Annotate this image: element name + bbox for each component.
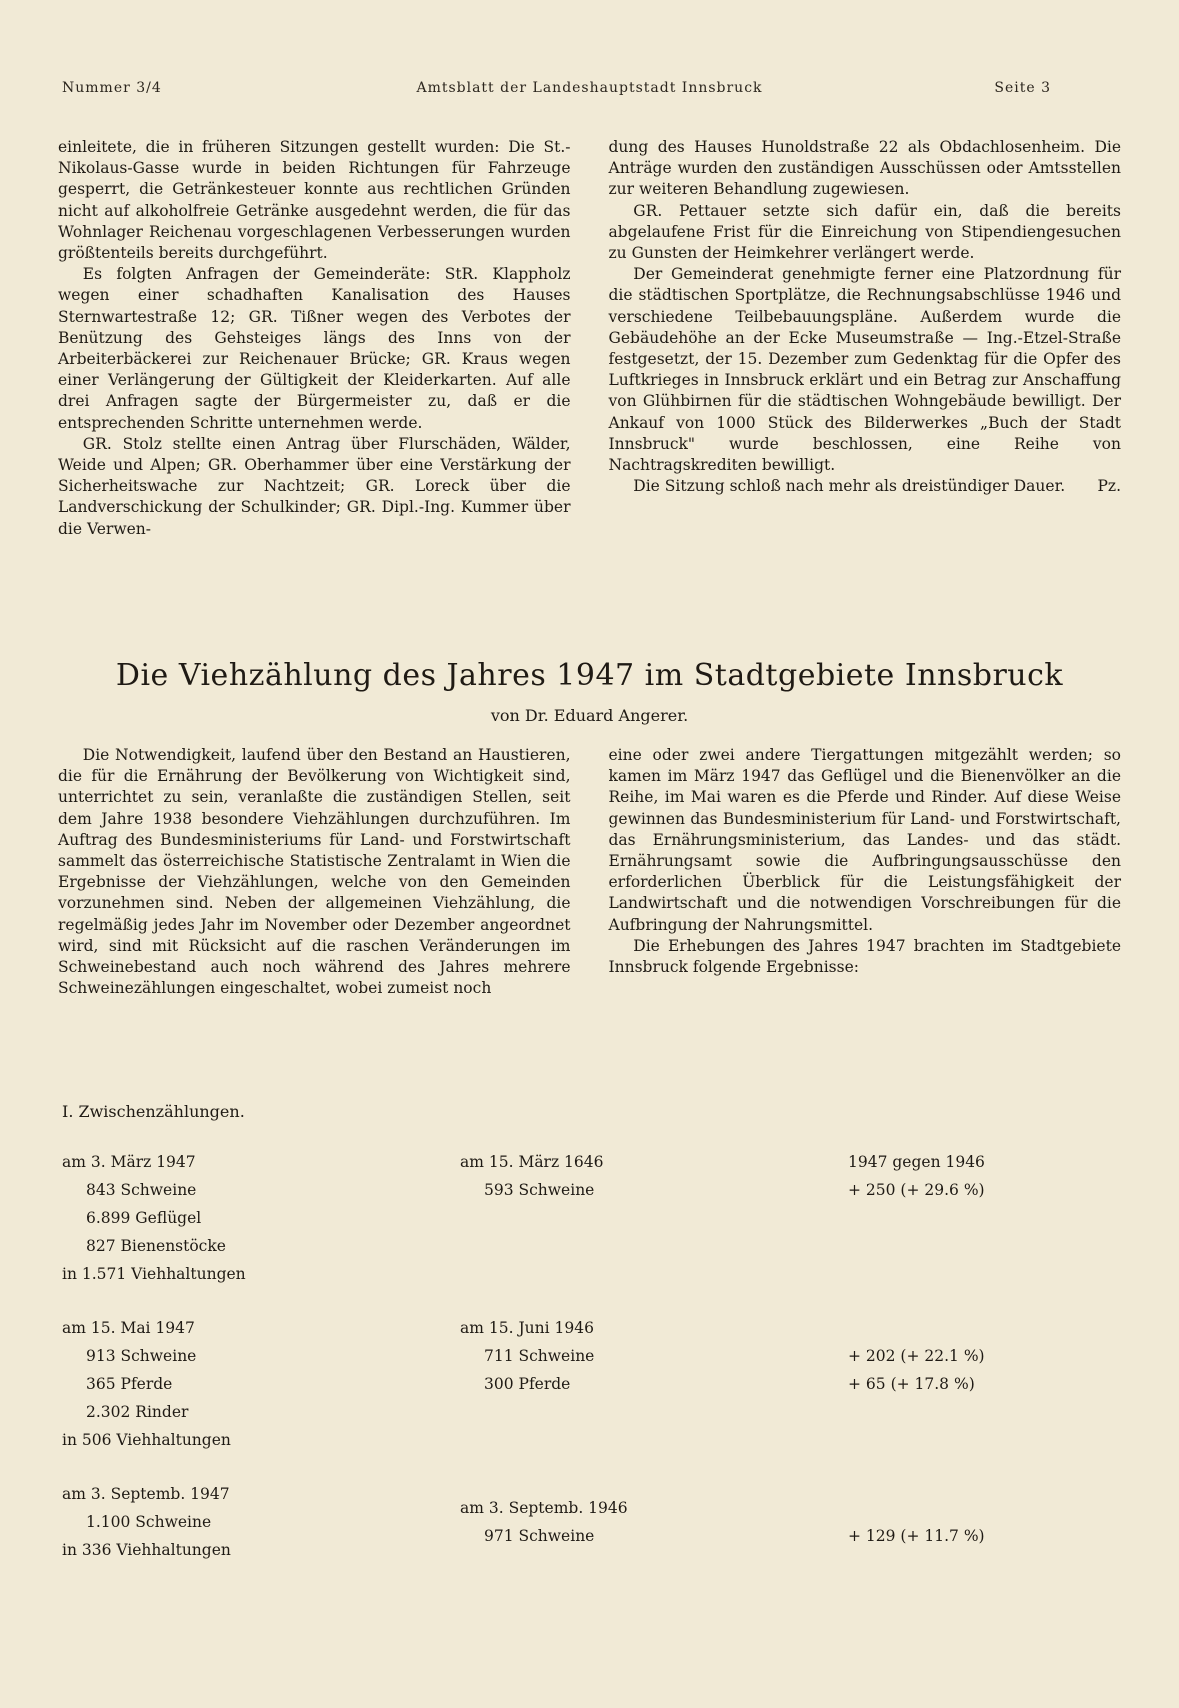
date-label: am 3. Septemb. 1947 [62,1485,230,1503]
date-label: am 3. Septemb. 1946 [460,1499,628,1517]
report-left-column [58,137,571,617]
count-line: 593 Schweine [484,1181,595,1199]
count-line: 971 Schweine [484,1527,595,1545]
paragraph [609,476,1122,497]
article-left-column [58,745,571,998]
article-byline: von Dr. Eduard Angerer. [490,706,689,725]
change-value: + 129 (+ 11.7 %) [848,1527,985,1545]
count-line: 913 Schweine [86,1347,197,1365]
count-line: 365 Pferde [86,1375,173,1393]
change-block-1 [848,1148,985,1204]
paragraph: eine oder zwei andere Tiergattungen mitgezählt werden; so kamen im März 1947 das Geflügel und die Bienenvölker an die Reihe, im Mai waren es die Pferde und Rinder. Auf diese Weise gewinnen das Bundesministerium für Land- und Forstwirtschaft, das Ernährungsministerium, das Landes- und das städt. Ernährungsamt sowie die Aufbringungsausschüsse den erforderlichen Überblick für die Leistungsfähigkeit der Landwirtschaft und die notwendigen Vorschreibungen für die Aufbringung der Nahrungsmittel. [608,746,1121,934]
closing-sentence: Die Sitzung schloß nach mehr als dreistündiger Dauer. [633,477,1066,496]
change-block-2 [848,1342,985,1398]
article-right-column [608,745,1122,977]
article-title: Die Viehzählung des Jahres 1947 im Stadtgebiete Innsbruck [115,658,1064,693]
section-heading: I. Zwischenzählungen. [62,1102,245,1121]
count-line: 300 Pferde [484,1375,571,1393]
count-line: 1.100 Schweine [86,1513,212,1531]
paragraph: Der Gemeinderat genehmigte ferner eine Platzordnung für die städtischen Sportplätze, die Rechnungsabschlüsse 1946 und verschiedene Teilbebauungspläne. Außerdem wurde die Gebäudehöhe an der Ecke Museumstraße — Ing.-Etzel-Straße festgesetzt, der 15. Dezember zum Gedenktag für die Opfer des Luftkrieges in Innsbruck erklärt und ein Betrag zur Anschaffung von Glühbirnen für die städtischen Wohngebäude bewilligt. Der Ankauf von 1000 Stück des Bilderwerkes „Buch der Stadt Innsbruck" wurde beschlossen, eine Reihe von Nachtragskrediten bewilligt. [608,265,1121,475]
page-number-label: Nummer 3/4 [62,80,162,96]
holdings-line: in 1.571 Viehhaltungen [62,1265,246,1283]
paragraph: einleitete, die in früheren Sitzungen gestellt wurden: Die St.-Nikolaus-Gasse wurde in beiden Richtungen für Fahrzeuge gesperrt, die Getränkesteuer konnte aus rechtlichen Gründen nicht auf alkoholfreie Getränke ausgedehnt werden, die für das Wohnlager Reichenau vorgeschlagenen Verbesserungen wurden größtenteils bereits durchgeführt. [58,138,571,263]
date-label: am 15. März 1646 [460,1153,604,1171]
author-initials: Pz. [1097,477,1121,496]
publication-title: Amtsblatt der Landeshauptstadt Innsbruck [416,80,763,96]
count-block-sept-1947 [62,1480,231,1564]
paragraph: Es folgten Anfragen der Gemeinderäte: StR. Klappholz wegen einer schadhaften Kanalisation des Hauses Sternwartestraße 12; GR. Tißner wegen des Verbotes der Benützung des Gehsteiges längs des Inns von der Arbeiterbäckerei zur Reichenauer Brücke; GR. Kraus wegen einer Verlängerung der Gültigkeit der Kleiderkarten. Auf alle drei Anfragen sagte der Bürgermeister zu, daß er die entsprechenden Schritte unternehmen werde. [58,265,571,432]
paragraph: dung des Hauses Hunoldstraße 22 als Obdachlosenheim. Die Anträge wurden den zuständigen Ausschüssen oder Amtsstellen zur weiteren Behandlung zugewiesen. [608,138,1121,199]
date-label: am 15. Mai 1947 [62,1319,195,1337]
count-block-march-1947 [62,1148,246,1288]
paragraph: Die Erhebungen des Jahres 1947 brachten im Stadtgebiete Innsbruck folgende Ergebnisse: [608,936,1121,977]
change-value: + 250 (+ 29.6 %) [848,1181,985,1199]
report-right-column [609,137,1122,617]
count-block-sept-1946 [460,1494,628,1550]
count-block-june-1946 [460,1314,594,1398]
date-label: am 3. März 1947 [62,1153,196,1171]
change-value: + 202 (+ 22.1 %) [848,1347,985,1365]
holdings-line: in 506 Viehhaltungen [62,1431,231,1449]
date-label: am 15. Juni 1946 [460,1319,594,1337]
count-block-march-1946 [460,1148,604,1204]
count-line: 6.899 Geflügel [86,1209,202,1227]
count-block-may-1947 [62,1314,231,1454]
count-line: 711 Schweine [484,1347,595,1365]
count-line: 827 Bienenstöcke [86,1237,226,1255]
change-block-3 [848,1522,985,1550]
holdings-line: in 336 Viehhaltungen [62,1541,231,1559]
comparison-header: 1947 gegen 1946 [848,1153,985,1171]
change-value: + 65 (+ 17.8 %) [848,1375,975,1393]
paragraph: GR. Stolz stellte einen Antrag über Flurschäden, Wälder, Weide und Alpen; GR. Oberhammer über eine Verstärkung der Sicherheitswache zur Nachtzeit; GR. Loreck über die Landverschickung der Schulkinder; GR. Dipl.-Ing. Kummer über die Verwen- [58,434,571,538]
paragraph: Die Notwendigkeit, laufend über den Bestand an Haustieren, die für die Ernährung der Bevölkerung von Wichtigkeit sind, unterrichtet zu sein, veranlaßte die zuständigen Stellen, seit dem Jahre 1938 besondere Viehzählungen durchzuführen. Im Auftrag des Bundesministeriums für Land- und Forstwirtschaft sammelt das österreichische Statistische Zentralamt in Wien die Ergebnisse der Viehzählungen, welche von den Gemeinden vorzunehmen sind. Neben der allgemeinen Viehzählung, die regelmäßig jedes Jahr im November oder Dezember angeordnet wird, sind mit Rücksicht auf die raschen Veränderungen im Schweinebestand auch noch während des Jahres mehrere Schweinezählungen eingeschaltet, wobei zumeist noch [58,746,571,998]
paragraph: GR. Pettauer setzte sich dafür ein, daß die bereits abgelaufene Frist für die Einreichung von Stipendiengesuchen zu Gunsten der Heimkehrer verlängert werde. [608,201,1121,263]
count-line: 843 Schweine [86,1181,197,1199]
article-body [58,745,1121,998]
page-label: Seite 3 [994,80,1051,96]
count-line: 2.302 Rinder [86,1403,189,1421]
session-report [58,137,1121,617]
